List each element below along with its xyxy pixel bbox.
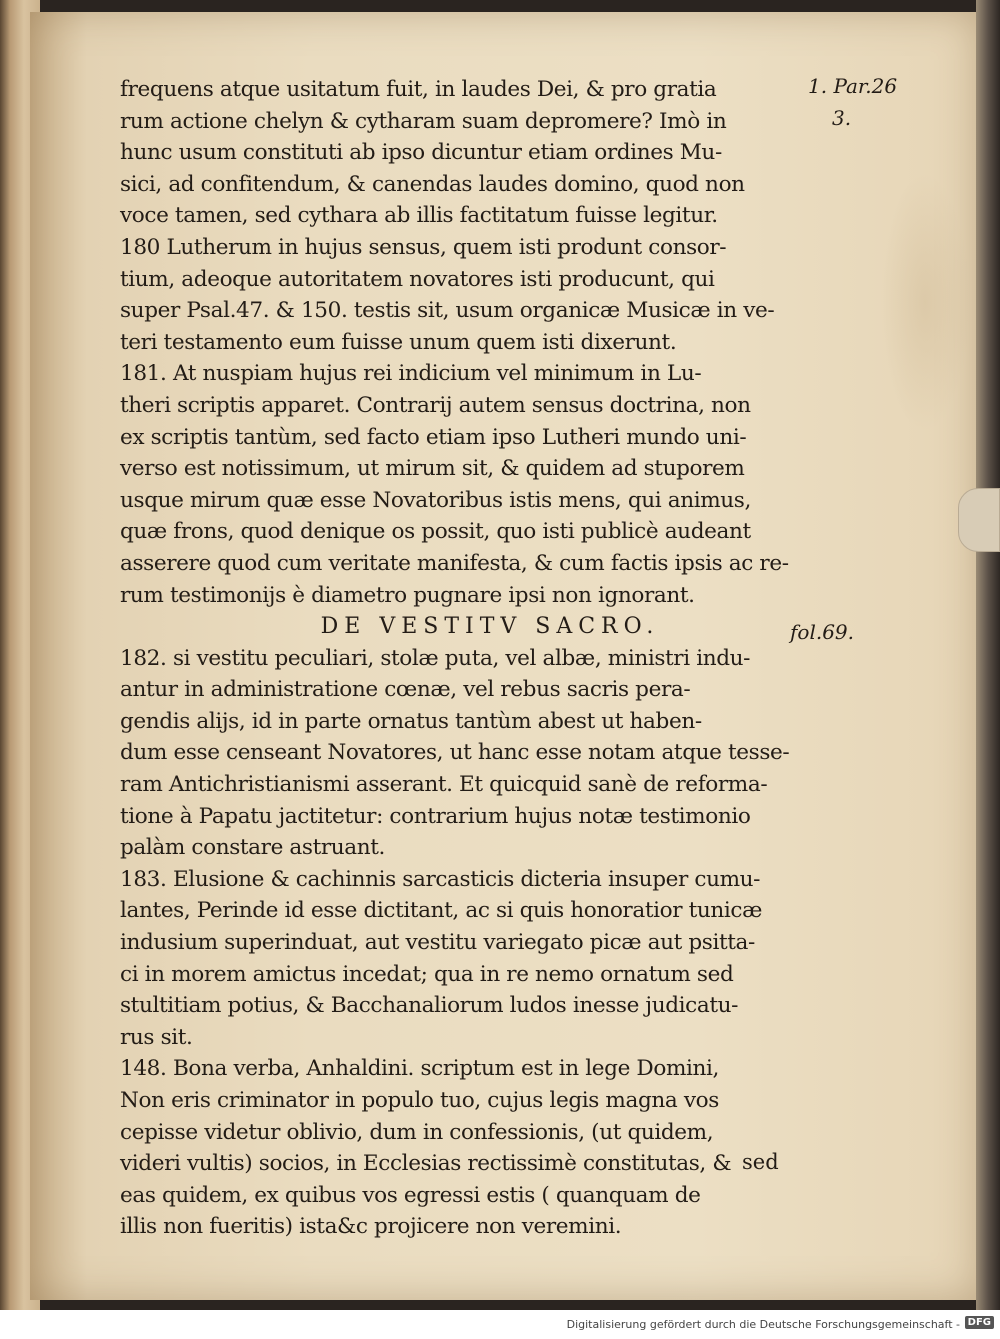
text-line: hunc usum constituti ab ipso dicuntur etiam ordines Mu- [120, 140, 722, 166]
text-line: eas quidem, ex quibus vos egressi estis ( quanquam de [120, 1182, 701, 1208]
body-text [120, 74, 800, 1243]
scanner-clip [958, 488, 1000, 552]
text-line: lantes, Perinde id esse dictitant, ac si quis honoratior tunicæ [120, 898, 762, 924]
text-line: 181. At nuspiam hujus rei indicium vel minimum in Lu- [120, 361, 702, 387]
text-line: teri testamento eum fuisse unum quem isti dixerunt. [120, 329, 677, 355]
text-line: rus sit. [120, 1024, 193, 1050]
text-line: quæ frons, quod denique os possit, quo isti publicè audeant [120, 519, 751, 545]
text-line: tium, adeoque autoritatem novatores isti producunt, qui [120, 266, 715, 292]
funding-notice: Digitalisierung gefördert durch die Deutsche Forschungsgemeinschaft - [566, 1318, 960, 1331]
text-line: 183. Elusione & cachinnis sarcasticis dicteria insuper cumu- [120, 866, 761, 892]
text-line: tione à Papatu jactitetur: contrarium hujus notæ testimonio [120, 803, 751, 829]
text-line: voce tamen, sed cythara ab illis factitatum fuisse legitur. [120, 203, 718, 229]
text-line: verso est notissimum, ut mirum sit, & quidem ad stuporem [120, 456, 745, 482]
text-line: 148. Bona verba, Anhaldini. scriptum est in lege Domini, [120, 1056, 720, 1082]
text-line: ex scriptis tantùm, sed facto etiam ipso Lutheri mundo uni- [120, 424, 747, 450]
page-edge [976, 0, 1000, 1310]
text-line: gendis alijs, id in parte ornatus tantùm abest ut haben- [120, 708, 702, 734]
section-heading: DE VESTITV SACRO. [320, 614, 660, 640]
text-line: 182. si vestitu peculiari, stolæ puta, vel albæ, ministri indu- [120, 645, 751, 671]
margin-note-verse: 3. [832, 106, 852, 130]
text-line: cepisse videtur oblivio, dum in confessionis, (ut quidem, [120, 1119, 714, 1145]
text-line: asserere quod cum veritate manifesta, & cum factis ipsis ac re- [120, 550, 789, 576]
text-line: rum testimonijs è diametro pugnare ipsi non ignorant. [120, 582, 695, 608]
text-line: ci in morem amictus incedat; qua in re nemo ornatum sed [120, 961, 734, 987]
catchword: sed [742, 1150, 779, 1174]
text-line: indusium superinduat, aut vestitu variegato picæ aut psitta- [120, 930, 755, 956]
text-line: 180 Lutherum in hujus sensus, quem isti produnt consor- [120, 234, 727, 260]
text-line: usque mirum quæ esse Novatoribus istis mens, qui animus, [120, 487, 751, 513]
text-line: sici, ad confitendum, & canendas laudes domino, quod non [120, 171, 745, 197]
text-line: Non eris criminator in populo tuo, cujus legis magna vos [120, 1088, 719, 1113]
margin-note-folio: fol.69. [790, 620, 855, 644]
text-line: videri vultis) socios, in Ecclesias rectissimè constitutas, & [120, 1151, 732, 1177]
text-line: super Psal.47. & 150. testis sit, usum organicæ Musicæ in ve- [120, 298, 775, 324]
text-line: rum actione chelyn & cytharam suam depromere? Imò in [120, 108, 727, 134]
text-line: palàm constare astruant. [120, 835, 386, 861]
dfg-logo: DFG [965, 1316, 994, 1329]
text-line: ram Antichristianismi asserant. Et quicquid sanè de reforma- [120, 772, 768, 798]
text-line: illis non fueritis) ista&c projicere non veremini. [120, 1214, 622, 1240]
text-line: antur in administratione cœnæ, vel rebus sacris pera- [120, 677, 691, 703]
text-line: stultitiam potius, & Bacchanaliorum ludos inesse judicatu- [120, 993, 739, 1019]
text-line: dum esse censeant Novatores, ut hanc esse notam atque tesse- [120, 740, 790, 766]
text-line: frequens atque usitatum fuit, in laudes Dei, & pro gratia [120, 77, 717, 102]
margin-note-reference: 1. Par.26 [808, 74, 898, 98]
text-line: theri scriptis apparet. Contrarij autem sensus doctrina, non [120, 392, 751, 418]
paper-stain [880, 172, 970, 432]
